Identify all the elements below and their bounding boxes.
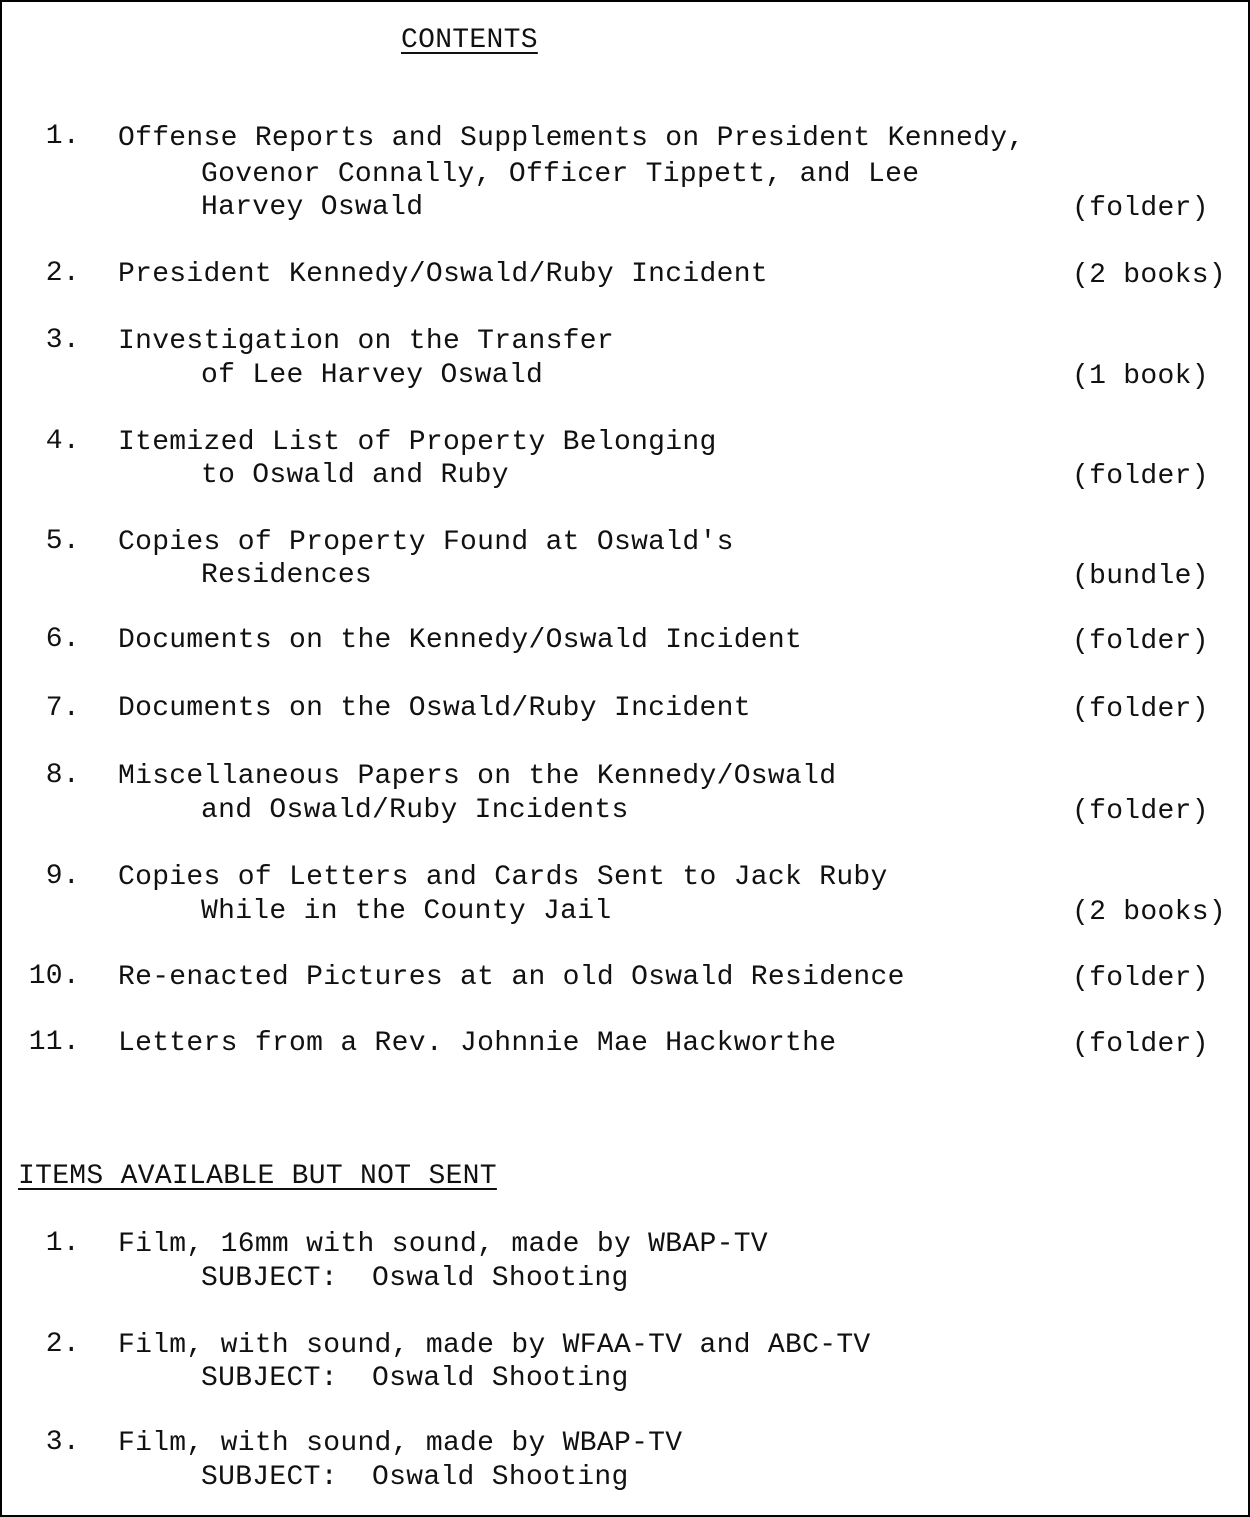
not-sent-item-1-line-1: Film, 16mm with sound, made by WBAP-TV [118,1229,768,1260]
contents-item-10-number: 10. [28,961,80,992]
contents-item-7-line-1: Documents on the Oswald/Ruby Incident [118,693,751,724]
contents-item-9-container: (2 books) [1072,897,1226,928]
contents-item-11-container: (folder) [1072,1029,1209,1060]
contents-item-11-number: 11. [28,1027,80,1058]
contents-item-6-container: (folder) [1072,626,1209,657]
contents-item-5-container: (bundle) [1072,561,1209,592]
contents-item-8-number: 8. [45,760,80,791]
contents-heading: CONTENTS [401,25,538,56]
contents-item-8-line-2: and Oswald/Ruby Incidents [201,795,629,826]
contents-item-1-line-3: Harvey Oswald [201,192,424,223]
contents-item-10-line-1: Re-enacted Pictures at an old Oswald Residence [118,962,905,993]
contents-item-7-container: (folder) [1072,694,1209,725]
not-sent-item-3-number: 3. [45,1427,80,1458]
contents-item-4-line-1: Itemized List of Property Belonging [118,427,717,458]
not-sent-item-2-line-2: SUBJECT: Oswald Shooting [201,1363,629,1394]
not-sent-item-1-line-2: SUBJECT: Oswald Shooting [201,1263,629,1294]
contents-item-3-number: 3. [45,325,80,356]
contents-item-1-line-1: Offense Reports and Supplements on President Kennedy, [118,123,1025,154]
contents-item-3-container: (1 book) [1072,361,1209,392]
not-sent-item-3-line-2: SUBJECT: Oswald Shooting [201,1462,629,1493]
contents-item-5-line-2: Residences [201,560,373,591]
not-sent-item-3-line-1: Film, with sound, made by WBAP-TV [118,1428,683,1459]
contents-item-4-number: 4. [45,426,80,457]
contents-item-2-number: 2. [45,258,80,289]
contents-item-6-line-1: Documents on the Kennedy/Oswald Incident [118,625,803,656]
contents-item-3-line-1: Investigation on the Transfer [118,326,614,357]
contents-item-5-number: 5. [45,526,80,557]
contents-item-10-container: (folder) [1072,963,1209,994]
contents-item-11-line-1: Letters from a Rev. Johnnie Mae Hackworthe [118,1028,837,1059]
contents-item-9-line-1: Copies of Letters and Cards Sent to Jack Ruby [118,862,888,893]
not-sent-item-2-line-1: Film, with sound, made by WFAA-TV and ABC-TV [118,1330,871,1361]
contents-item-3-line-2: of Lee Harvey Oswald [201,360,544,391]
contents-item-8-line-1: Miscellaneous Papers on the Kennedy/Oswald [118,761,837,792]
contents-item-2-line-1: President Kennedy/Oswald/Ruby Incident [118,259,768,290]
contents-item-9-line-2: While in the County Jail [201,896,612,927]
contents-item-2-container: (2 books) [1072,260,1226,291]
contents-item-1-line-2: Govenor Connally, Officer Tippett, and Lee [201,159,920,190]
not-sent-heading: ITEMS AVAILABLE BUT NOT SENT [18,1161,497,1192]
not-sent-item-1-number: 1. [45,1228,80,1259]
contents-item-5-line-1: Copies of Property Found at Oswald's [118,527,734,558]
contents-item-7-number: 7. [45,693,80,724]
contents-item-6-number: 6. [45,624,80,655]
contents-item-1-container: (folder) [1072,193,1209,224]
contents-item-9-number: 9. [45,861,80,892]
contents-item-8-container: (folder) [1072,796,1209,827]
not-sent-item-2-number: 2. [45,1329,80,1360]
contents-item-1-number: 1. [45,121,80,152]
contents-item-4-container: (folder) [1072,461,1209,492]
contents-item-4-line-2: to Oswald and Ruby [201,460,509,491]
